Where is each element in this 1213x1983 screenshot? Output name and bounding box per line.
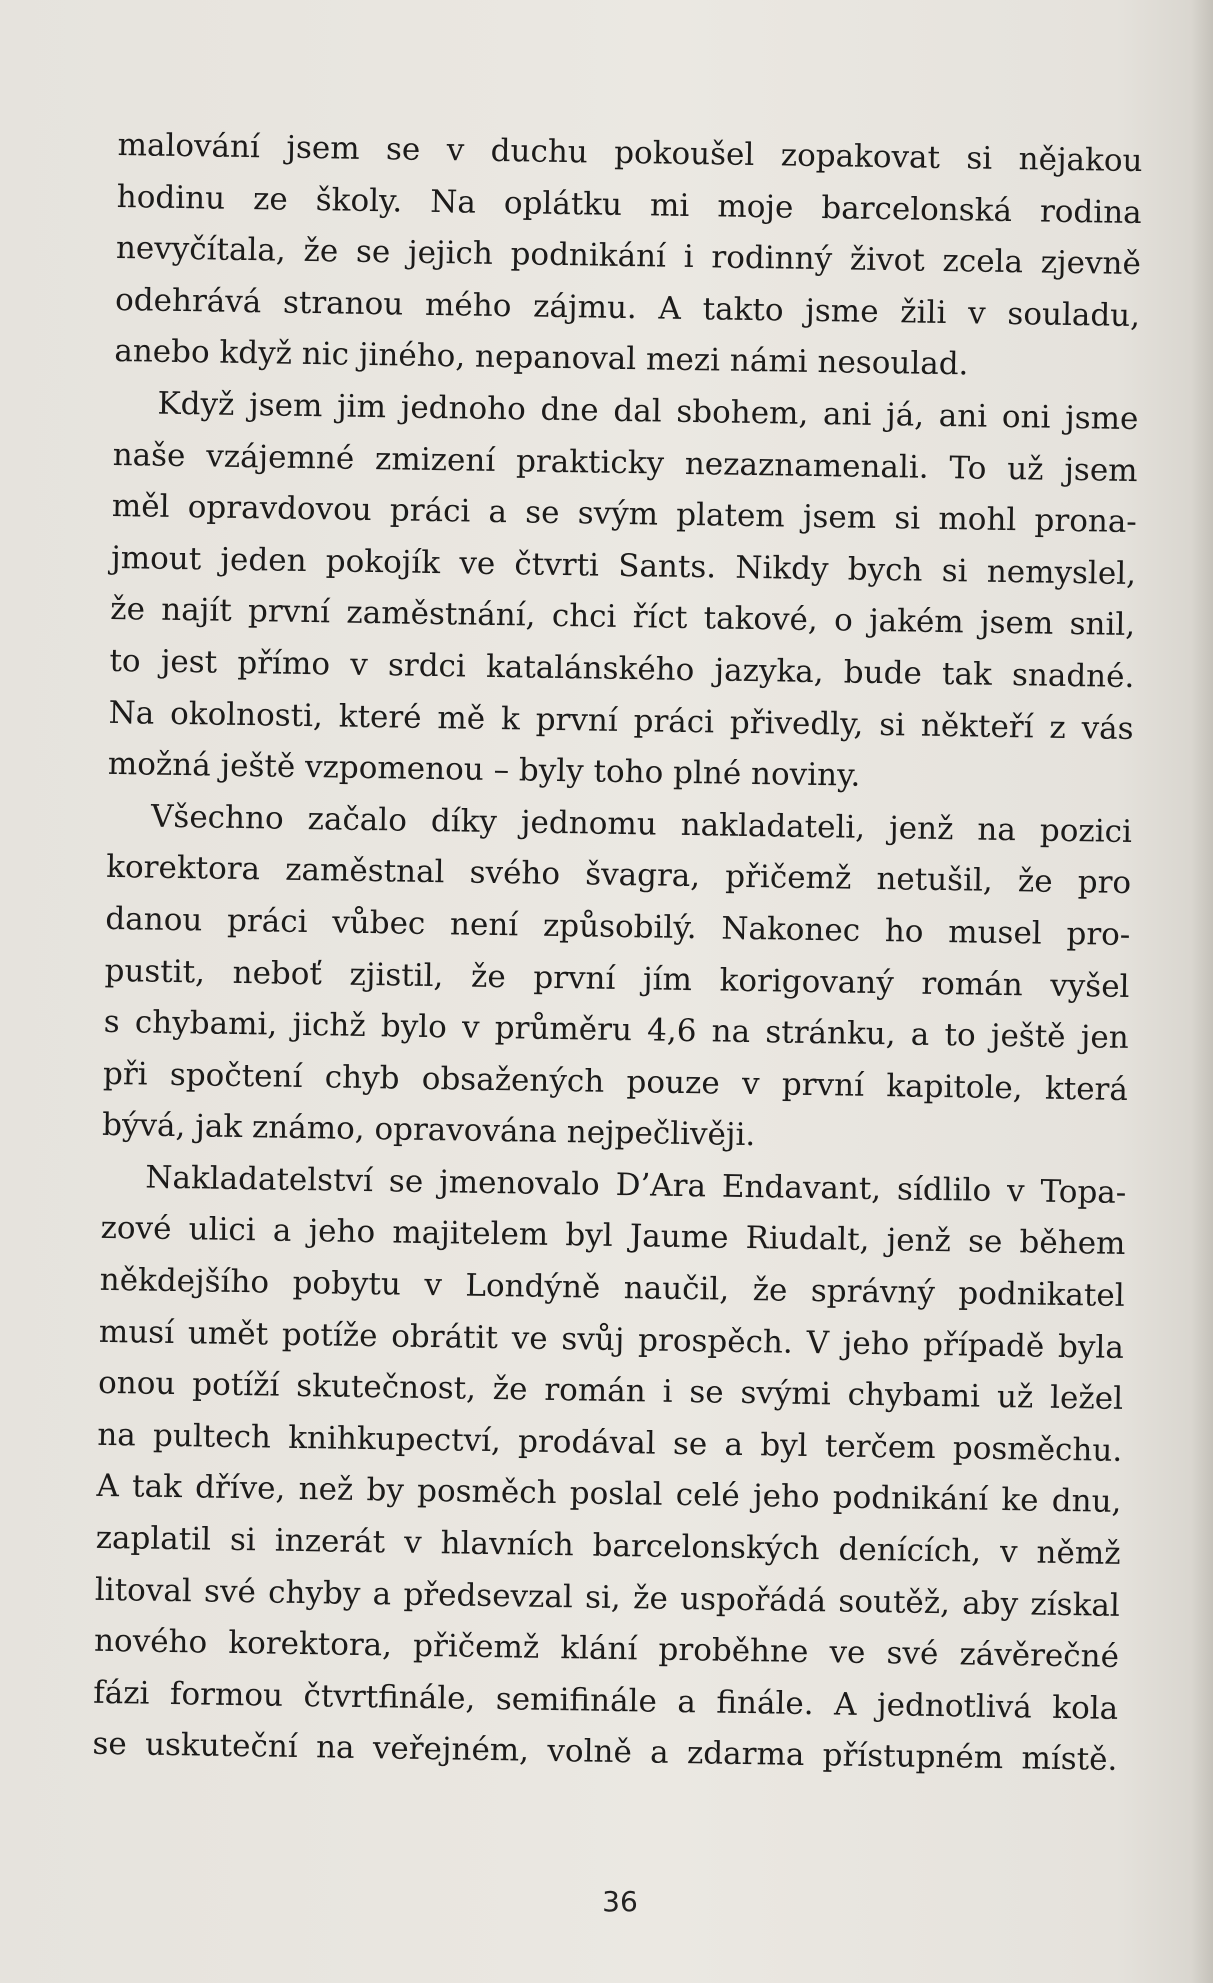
text-line: měl opravdovou práci a se svým platem jsem si mohl prona- <box>111 488 1138 541</box>
text-line: musí umět potíže obrátit ve svůj prospěch. V jeho případě byla <box>98 1313 1125 1366</box>
text-line: se uskuteční na veřejném, volně a zdarma přístupném místě. <box>92 1726 1118 1779</box>
text-line: na pultech knihkupectví, prodával se a byl terčem posměchu. <box>97 1416 1123 1469</box>
page-number: 36 <box>602 1885 638 1918</box>
text-line: nevyčítala, že se jejich podnikání i rodinný život zcela zjevně <box>115 230 1142 283</box>
text-line: zaplatil si inzerát v hlavních barcelonských denících, v němž <box>95 1519 1121 1572</box>
text-line: naše vzájemné zmizení prakticky nezaznamenali. To už jsem <box>112 436 1138 489</box>
text-line: nového korektora, přičemž klání proběhne ve své závěrečné <box>93 1623 1120 1676</box>
text-line: zové ulici a jeho majitelem byl Jaume Riudalt, jenž se během <box>100 1210 1126 1263</box>
text-line: při spočtení chyb obsažených pouze v první kapitole, která <box>102 1055 1129 1108</box>
text-line: anebo když nic jiného, nepanoval mezi námi nesoulad. <box>114 333 969 383</box>
text-line: danou práci vůbec není způsobilý. Nakonec ho musel pro- <box>105 900 1131 953</box>
page-edge-shadow <box>1191 0 1213 1983</box>
text-line: korektora zaměstnal svého švagra, přičemž netušil, že pro <box>105 849 1132 902</box>
text-line: hodinu ze školy. Na oplátku mi moje barcelonská rodina <box>116 178 1142 231</box>
text-line: odehrává stranou mého zájmu. A takto jsme žili v souladu, <box>114 281 1141 334</box>
text-line: Na okolnosti, které mě k první práci přivedly, si někteří z vás <box>108 694 1134 747</box>
text-line: bývá, jak známo, opravována nejpečlivěji. <box>101 1107 756 1154</box>
text-line: fázi formou čtvrtfinále, semifinále a finále. A jednotlivá kola <box>93 1674 1119 1727</box>
text-line: malování jsem se v duchu pokoušel zopakovat si nějakou <box>117 126 1143 180</box>
text-line: možná ještě vzpomenou – byly toho plné noviny. <box>107 746 861 794</box>
text-line: Nakladatelství se jmenovalo D’Ara Endavant, sídlilo v Topa- <box>145 1159 1127 1211</box>
text-line: Když jsem jim jednoho dne dal sbohem, ani já, ani oni jsme <box>157 385 1139 438</box>
text-line: litoval své chyby a předsevzal si, že uspořádá soutěž, aby získal <box>94 1571 1121 1624</box>
text-line: že najít první zaměstnání, chci říct takové, o jakém jsem snil, <box>110 591 1136 644</box>
text-line: s chybami, jichž bylo v průměru 4,6 na stránku, a to ještě jen <box>103 1003 1129 1057</box>
text-line: to jest přímo v srdci katalánského jazyka, bude tak snadné. <box>109 642 1135 695</box>
text-line: Všechno začalo díky jednomu nakladateli, jenž na pozici <box>150 798 1133 850</box>
text-line: pustit, neboť zjistil, že první jím korigovaný román vyšel <box>104 952 1130 1005</box>
text-line: onou potíží skutečnost, že román i se svými chybami už ležel <box>97 1365 1124 1418</box>
body-text <box>92 120 1143 1787</box>
text-line: A tak dříve, než by posměch poslal celé jeho podnikání ke dnu, <box>96 1468 1122 1521</box>
text-line: jmout jeden pokojík ve čtvrti Sants. Nikdy bych si nemyslel, <box>110 539 1137 592</box>
text-line: někdejšího pobytu v Londýně naučil, že správný podnikatel <box>99 1261 1125 1315</box>
